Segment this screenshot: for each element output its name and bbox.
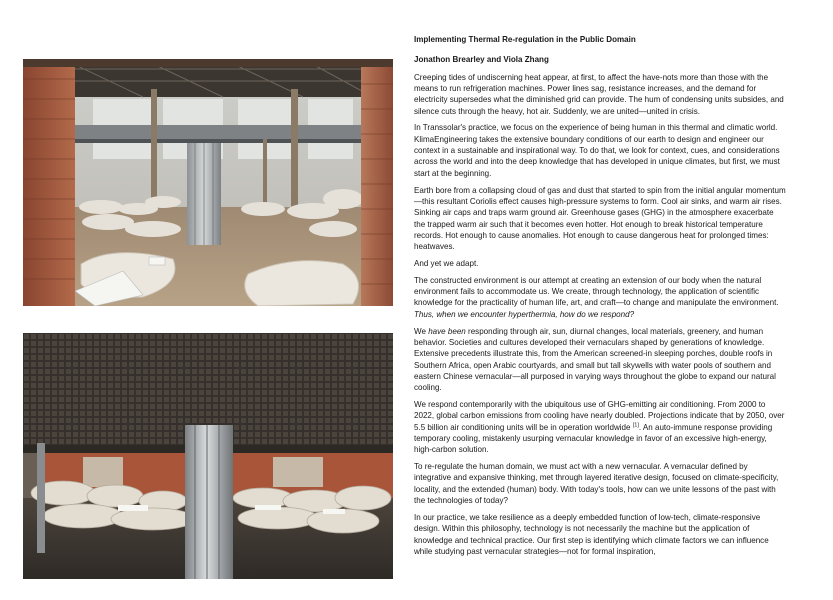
paragraph-1: Creeping tides of undiscerning heat appear, at first, to affect the have-nots more than those with the means to run refrigeration machines. Power lines sag, resistance increases, and the demand for electricity supersedes what the diminished grid can provide. The hum of condensing units subsides, and silence cuts through the heavy, hot air. Suddenly, we are united—united in crisis. — [414, 72, 784, 116]
paragraph-7 — [414, 399, 786, 456]
exhibition-photo-top — [23, 59, 393, 306]
article-authors: Jonathon Brearley and Viola Zhang — [414, 55, 549, 65]
paragraph-6 — [414, 326, 786, 394]
article-title: Implementing Thermal Re-regulation in the Public Domain — [414, 35, 636, 44]
paragraph-7-rest: . An auto-immune response providing temporary cooling, mistakenly usurping vernacular knowledge in favor of an excessive high-energy, high-carbon solution. — [414, 422, 773, 455]
paragraph-8: To re-regulate the human domain, we must act with a new vernacular. A vernacular defined by integrative and expansive thinking, met through layered iterative design, focused on climate-specificity, locality, and the extended (human) body. With today's tools, how can we unite lessons of the past with the technologies of today? — [414, 462, 779, 506]
exhibition-photo-bottom — [23, 333, 393, 579]
paragraph-6-start: We — [414, 326, 426, 336]
paragraph-5-text: The constructed environment is our attempt at creating an extension of our body when the natural environment fails to accommodate us. We create, through technology, the application of scientific knowledge for the practicality of human life, art, and craft—to change and manipulate the environment. — [414, 275, 779, 308]
footnote-ref-1[interactable]: [1] — [632, 421, 639, 428]
paragraph-9: In our practice, we take resilience as a deeply embedded function of low-tech, climate-responsive design. Within this philosophy, technology is not necessarily the machine but the application of knowledge and technical practice. Our first step is identifying which climate factors we can influence while studying past vernacular strategies—not for formal inspiration, — [414, 512, 769, 556]
paragraph-7-text: We respond contemporarily with the ubiquitous use of GHG-emitting air conditioning. From 2000 to 2022, global carbon emissions from cooling have nearly doubled. Projections indicate that by 2050, over 5.5 billion air conditioning units will be in operation worldwide — [414, 399, 785, 432]
paragraph-2: In Transsolar's practice, we focus on the experience of being human in this thermal and climatic world. KlimaEngineering takes the extensive boundary conditions of our earth to design and engineer our context in a sustainable and inspirational way. To do that, we look for context, cues, and considerations across the world and into the deep knowledge that has developed in unique climates, but first, we must start at the beginning. — [414, 123, 780, 178]
article-body — [414, 34, 786, 563]
paragraph-4: And yet we adapt. — [414, 259, 479, 269]
paragraph-5 — [414, 275, 786, 320]
paragraph-6-emphasis: have been — [428, 326, 466, 336]
paragraph-3: Earth bore from a collapsing cloud of gas and dust that started to spin from the initial angular momentum—this resultant Coriolis effect causes high-pressure systems to form. Cool air sinks, and warm air rises. Sinking air caps and traps warm ground air. Greenhouse gases (GHG) in the atmosphere exacerbate the trapped warm air such that it becomes even hotter. Hot enough to break historical temperature records. Hot enough to cause anomalies. Hot enough to cause dangerous heat for prolonged times: heatwaves. — [414, 185, 786, 252]
paragraph-5-question: Thus, when we encounter hyperthermia, how do we respond? — [414, 309, 635, 319]
paragraph-6-rest: responding through air, sun, diurnal changes, local materials, greenery, and human behavior. Societies and cultures developed their vernaculars shaped by generations of knowledge. Extensive precedents illustrate this, from the American screened-in sleeping porches, double roofs in Southern Africa, open Arabic courtyards, and small but tall skywells with water pools of southern and eastern Chinese vernacular—all purposed in varying ways throughout the globe to expand our natural cooling. — [414, 326, 776, 393]
